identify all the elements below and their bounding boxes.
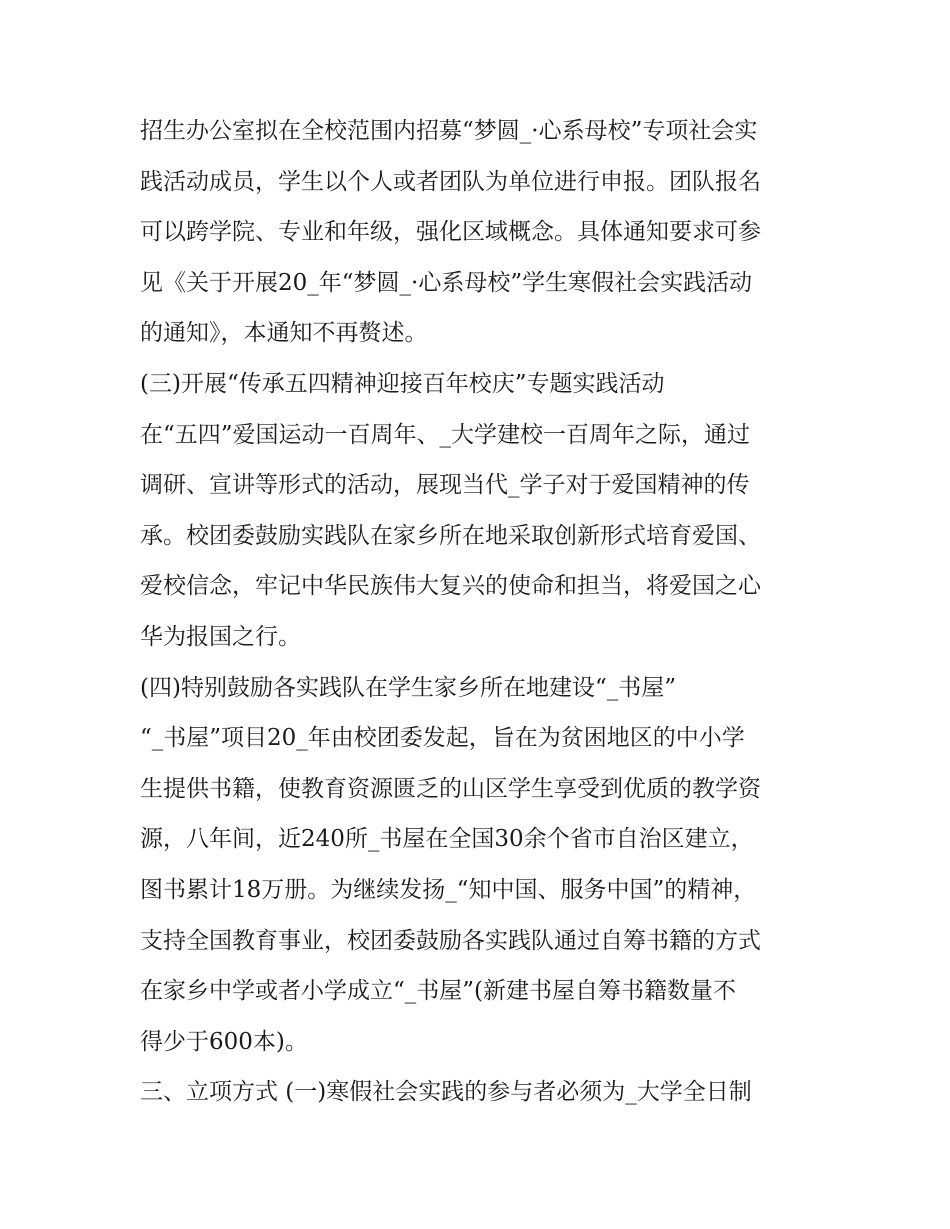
body-line-10: 爱校信念，牢记中华民族伟大复兴的使命和担当，将爱国之心 bbox=[140, 573, 761, 600]
body-line-5: 的通知》，本通知不再赘述。 bbox=[140, 320, 428, 347]
body-line-7: 在“五四”爱国运动一百周年、_大学建校一百周年之际，通过 bbox=[140, 421, 751, 448]
body-line-14: 生提供书籍，使教育资源匮乏的山区学生享受到优质的教学资 bbox=[140, 775, 761, 802]
body-line-17: 支持全国教育事业，校团委鼓励各实践队通过自筹书籍的方式 bbox=[140, 927, 761, 954]
section-heading-3: (三)开展“传承五四精神迎接百年校庆”专题实践活动 bbox=[140, 370, 665, 397]
body-line-3: 可以跨学院、专业和年级，强化区域概念。具体通知要求可参 bbox=[140, 219, 761, 246]
section-heading-4: (四)特别鼓励各实践队在学生家乡所在地建设“_书屋” bbox=[140, 674, 676, 701]
body-line-18: 在家乡中学或者小学成立“_书屋”(新建书屋自筹书籍数量不 bbox=[140, 978, 736, 1005]
body-line-19: 得少于600本)。 bbox=[140, 1028, 308, 1055]
body-line-11: 华为报国之行。 bbox=[140, 623, 301, 650]
body-line-16: 图书累计18万册。为继续发扬_“知中国、服务中国”的精神， bbox=[140, 876, 757, 903]
body-line-2: 践活动成员，学生以个人或者团队为单位进行申报。团队报名 bbox=[140, 168, 761, 195]
body-line-4: 见《关于开展20_年“梦圆_·心系母校”学生寒假社会实践活动 bbox=[140, 269, 753, 296]
document-body bbox=[140, 106, 830, 1118]
body-line-8: 调研、宣讲等形式的活动，展现当代_学子对于爱国精神的传 bbox=[140, 472, 750, 499]
body-line-9: 承。校团委鼓励实践队在家乡所在地采取创新形式培育爱国、 bbox=[140, 522, 761, 549]
body-line-1: 招生办公室拟在全校范围内招募“梦圆_·心系母校”专项社会实 bbox=[140, 118, 758, 144]
body-line-13: “_书屋”项目20_年由校团委发起，旨在为贫困地区的中小学 bbox=[140, 725, 745, 752]
body-line-15: 源，八年间，近240所_书屋在全国30余个省市自治区建立， bbox=[140, 826, 754, 853]
section-heading-part-3: 三、立项方式 (一)寒假社会实践的参与者必须为_大学全日制 bbox=[140, 1079, 752, 1106]
